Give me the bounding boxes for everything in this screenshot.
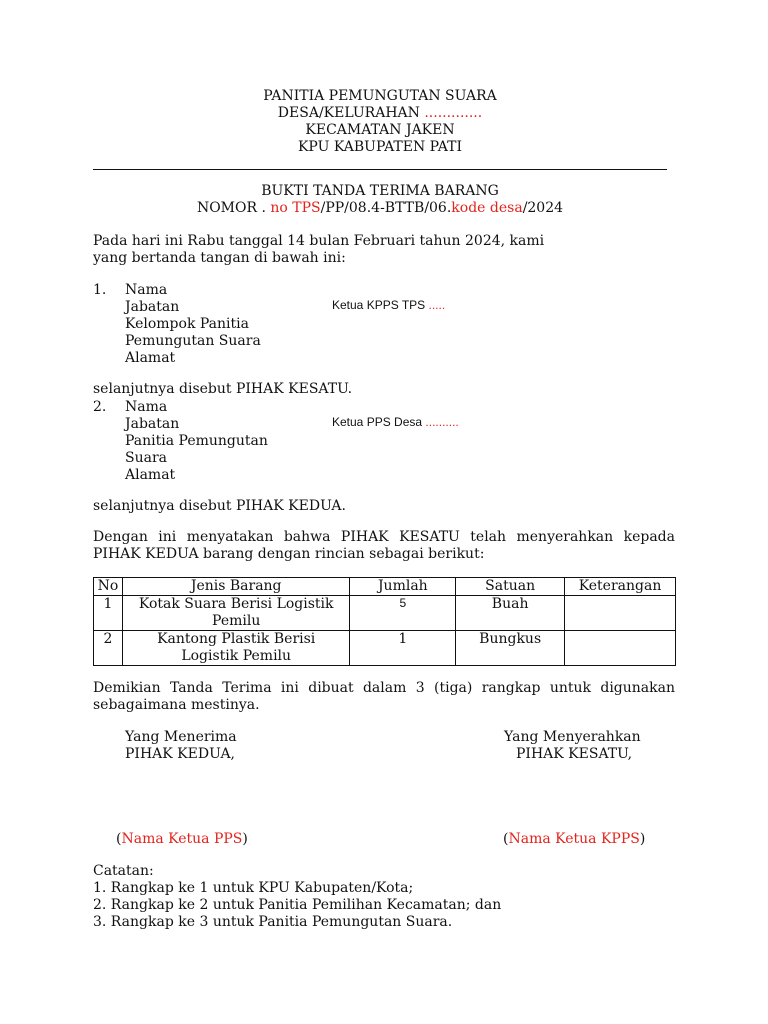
nomor-prefix: NOMOR . (196, 200, 266, 216)
cell-no: 2 (94, 631, 123, 666)
cell-keterangan (565, 631, 676, 666)
receiver-party: PIHAK KEDUA, (125, 746, 236, 762)
receiver-name-placeholder: Nama Ketua PPS (121, 831, 243, 847)
col-header-keterangan: Keterangan (565, 578, 676, 596)
table-row (94, 596, 676, 631)
party1-field-alamat: Alamat (125, 350, 176, 366)
title-line: BUKTI TANDA TERIMA BARANG (261, 183, 499, 199)
nomor-middle: /PP/08.4-BTTB/06. (320, 200, 452, 216)
cell-satuan: Bungkus (456, 631, 565, 666)
intro-line-1: Pada hari ini Rabu tanggal 14 bulan Februari tahun 2024, kami (93, 233, 545, 249)
letterhead-line-4: KPU KABUPATEN PATI (297, 139, 463, 155)
cell-jenis: Kantong Plastik Berisi Logistik Pemilu (122, 631, 349, 666)
giver-party: PIHAK KESATU, (516, 746, 633, 762)
party2-field-alamat: Alamat (125, 467, 176, 483)
party2-field-jabatan: Jabatan (125, 416, 180, 432)
note-item: 3. Rangkap ke 3 untuk Panitia Pemungutan Suara. (93, 914, 453, 930)
cell-keterangan (565, 596, 676, 631)
handover-statement: Dengan ini menyatakan bahwa PIHAK KESATU telah menyerahkan kepada PIHAK KEDUA barang dengan rincian sebagai berikut: (93, 529, 675, 562)
intro-line-2: yang bertanda tangan di bawah ini: (93, 250, 346, 266)
table-row (94, 631, 676, 666)
party1-number: 1. (93, 282, 107, 298)
nomor-line (93, 200, 667, 217)
col-header-no: No (94, 578, 123, 596)
receiver-role: Yang Menerima (125, 729, 237, 745)
letterhead (93, 88, 667, 156)
party1-jabatan-value: Ketua KPPS TPS ..... (332, 298, 446, 312)
letterhead-line-2 (93, 105, 667, 122)
party2-field-panitia: Panitia Pemungutan (125, 433, 268, 449)
letterhead-line-3: KECAMATAN JAKEN (305, 122, 455, 138)
nomor-kode-desa-placeholder: kode desa (451, 200, 523, 216)
cell-jumlah: 1 (350, 631, 456, 666)
party1-designation: selanjutnya disebut PIHAK KESATU. (93, 381, 353, 397)
party2-field-suara: Suara (125, 450, 167, 466)
cell-satuan: Buah (456, 596, 565, 631)
party1-tps-placeholder: ..... (428, 298, 446, 312)
note-item: 1. Rangkap ke 1 untuk KPU Kabupaten/Kota; (93, 880, 414, 896)
party2-jabatan-value: Ketua PPS Desa .......... (332, 415, 459, 429)
col-header-satuan: Satuan (456, 578, 565, 596)
giver-name-placeholder: Nama Ketua KPPS (508, 831, 640, 847)
party2-desa-placeholder: .......... (425, 415, 459, 429)
items-table (93, 577, 676, 666)
desa-label: DESA/KELURAHAN (277, 105, 420, 121)
nomor-suffix: /2024 (522, 200, 564, 216)
cell-jumlah: 5 (350, 596, 456, 631)
closing-statement: Demikian Tanda Terima ini dibuat dalam 3 (tiga) rangkap untuk digunakan sebagaimana mestinya. (93, 680, 675, 713)
party1-field-kelompok: Kelompok Panitia (125, 316, 249, 332)
col-header-jumlah: Jumlah (350, 578, 456, 596)
party2-field-nama: Nama (125, 399, 168, 415)
table-header-row (94, 578, 676, 596)
header-divider (93, 169, 667, 170)
giver-name: (Nama Ketua KPPS) (503, 831, 646, 847)
cell-no: 1 (94, 596, 123, 631)
note-item: 2. Rangkap ke 2 untuk Panitia Pemilihan Kecamatan; dan (93, 897, 502, 913)
party2-number: 2. (93, 399, 107, 415)
col-header-jenis: Jenis Barang (122, 578, 349, 596)
party1-field-pemungutan: Pemungutan Suara (125, 333, 261, 349)
cell-jenis: Kotak Suara Berisi Logistik Pemilu (122, 596, 349, 631)
desa-placeholder: ............. (424, 105, 483, 121)
party1-field-nama: Nama (125, 282, 168, 298)
nomor-tps-placeholder: no TPS (270, 200, 321, 216)
notes-title: Catatan: (93, 863, 154, 879)
giver-role: Yang Menyerahkan (504, 729, 641, 745)
receiver-name: (Nama Ketua PPS) (116, 831, 248, 847)
party1-field-jabatan: Jabatan (125, 299, 180, 315)
party2-designation: selanjutnya disebut PIHAK KEDUA. (93, 498, 346, 514)
document-title (93, 183, 667, 217)
letterhead-line-1: PANITIA PEMUNGUTAN SUARA (263, 88, 497, 104)
